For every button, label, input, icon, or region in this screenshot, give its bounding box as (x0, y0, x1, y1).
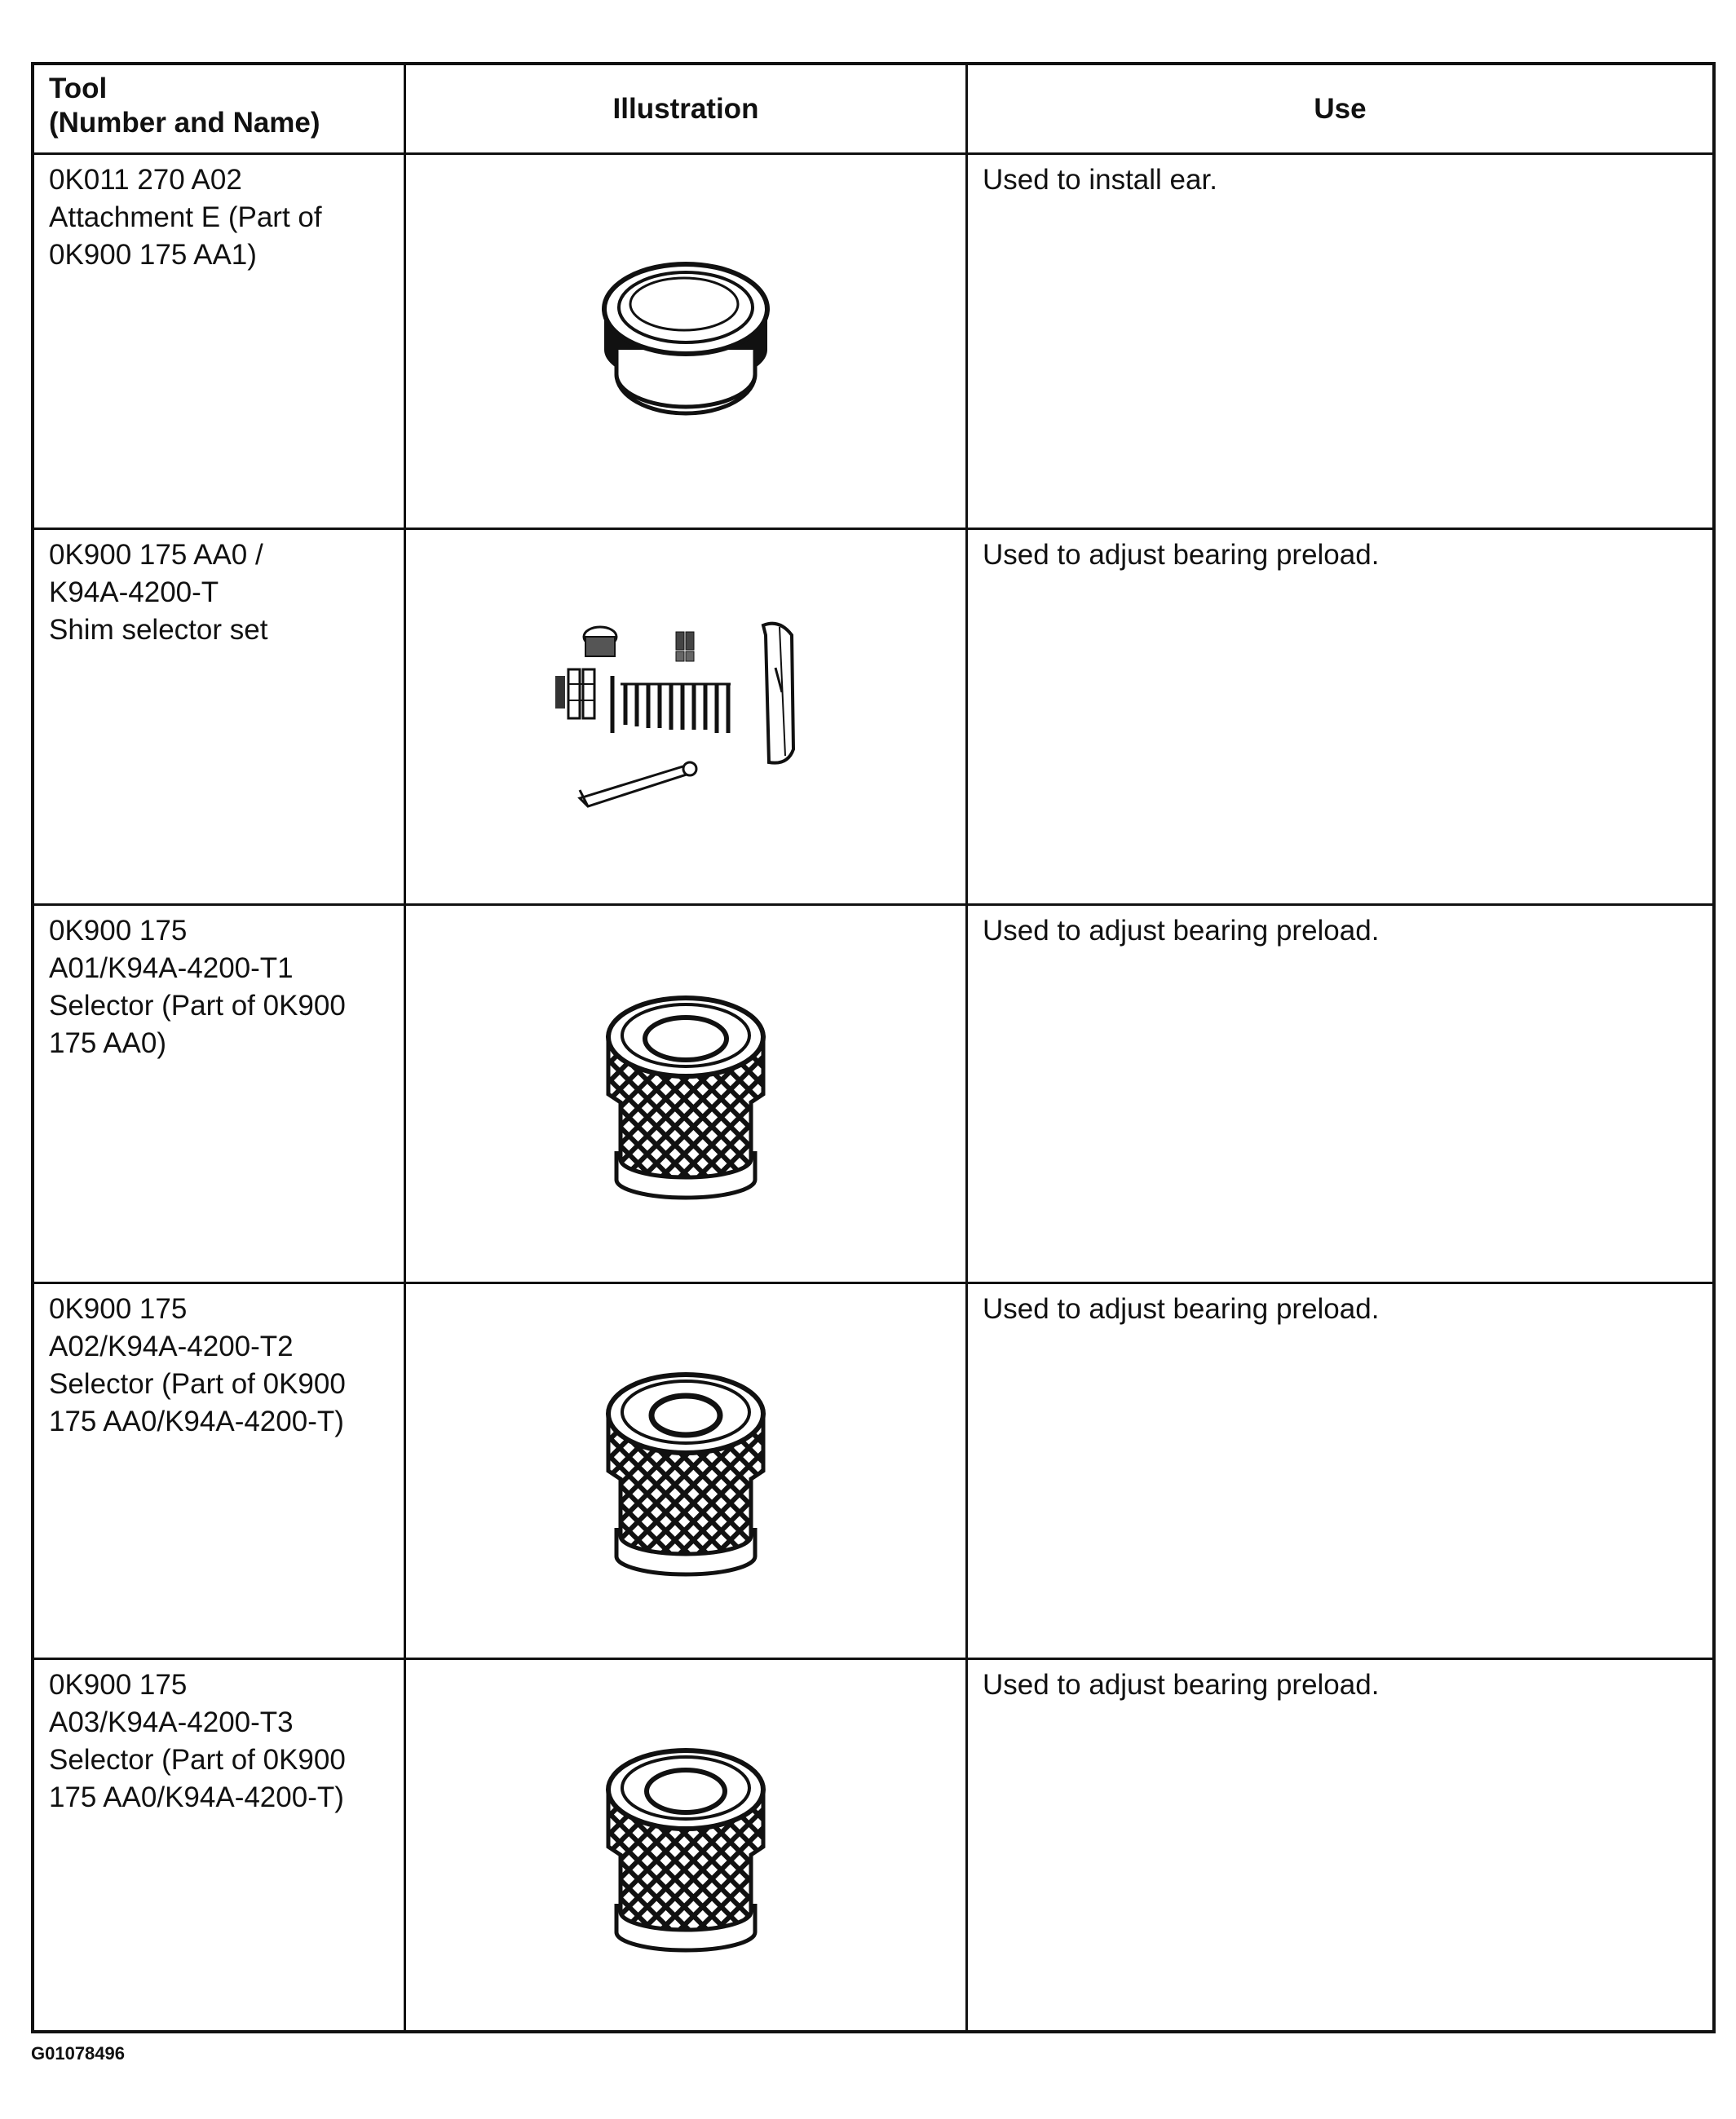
selector-icon (592, 1741, 780, 1953)
use-cell: Used to adjust bearing preload. (983, 539, 1380, 571)
table-row (34, 906, 1712, 1284)
header-illustration: Illustration (406, 65, 968, 152)
header-use: Use (1314, 92, 1367, 125)
illustration-cell (406, 155, 968, 528)
illustration-cell (406, 1284, 968, 1658)
shim-selector-set-icon (555, 619, 816, 814)
tool-cell: 0K900 175 AA0 / K94A-4200-T Shim selector set (34, 530, 406, 903)
selector-icon (592, 988, 780, 1200)
illustration-cell (406, 906, 968, 1282)
illustration-cell (406, 1660, 968, 2033)
tool-cell: 0K011 270 A02 Attachment E (Part of 0K900 175 AA1) (34, 155, 406, 528)
table-row (34, 155, 1712, 530)
tool-cell: 0K900 175 A02/K94A-4200-T2 Selector (Part of 0K900 175 AA0/K94A-4200-T) (34, 1284, 406, 1658)
table-row (34, 530, 1712, 906)
use-cell: Used to adjust bearing preload. (983, 1669, 1380, 1701)
tool-cell: 0K900 175 A01/K94A-4200-T1 Selector (Part of 0K900 175 AA0) (34, 906, 406, 1282)
figure-code: G01078496 (31, 2043, 125, 2064)
tool-cell: 0K900 175 A03/K94A-4200-T3 Selector (Part of 0K900 175 AA0/K94A-4200-T) (34, 1660, 406, 2033)
table-row (34, 1660, 1712, 2033)
special-tools-table (31, 62, 1716, 2033)
attachment-e-icon (588, 252, 784, 431)
use-cell: Used to adjust bearing preload. (983, 915, 1380, 947)
header-tool: Tool (Number and Name) (34, 65, 406, 152)
use-cell: Used to adjust bearing preload. (983, 1293, 1380, 1325)
table-header-row (34, 65, 1712, 155)
illustration-cell (406, 530, 968, 903)
selector-icon (592, 1365, 780, 1577)
use-cell: Used to install ear. (983, 164, 1217, 196)
table-row (34, 1284, 1712, 1660)
